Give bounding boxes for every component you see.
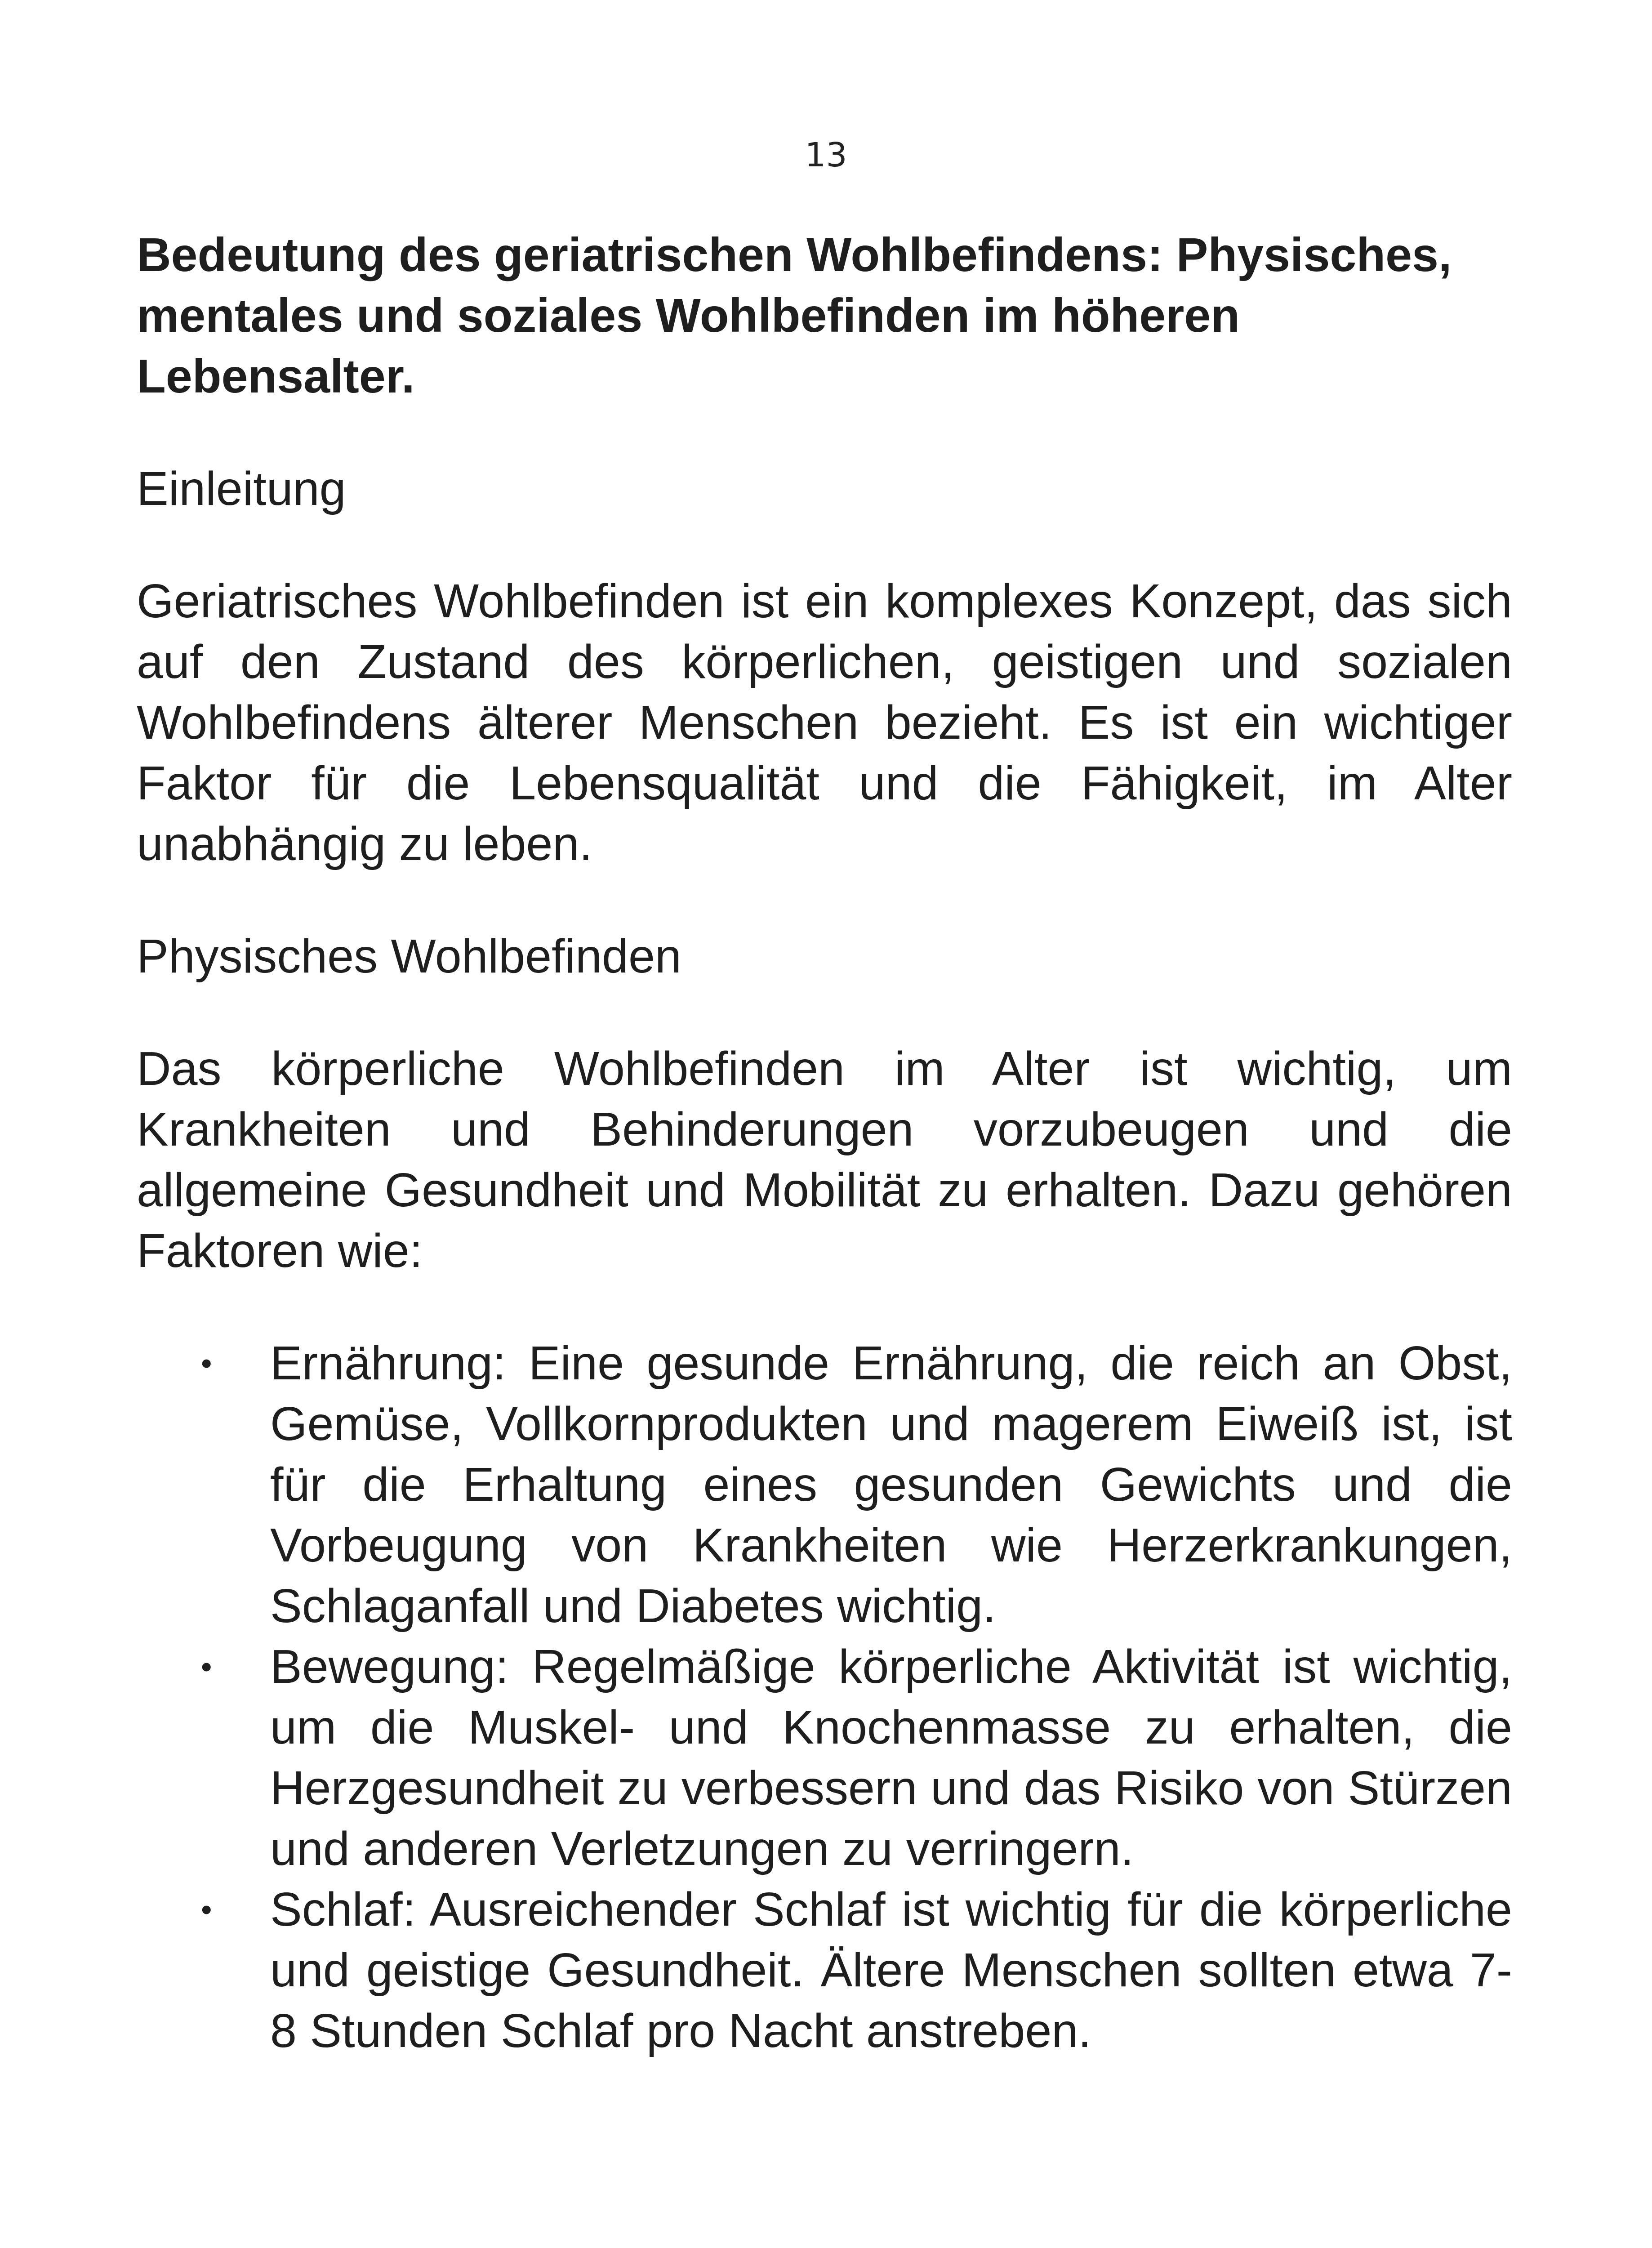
- page-number: 13: [805, 136, 847, 174]
- list-item-nutrition: [137, 1333, 1512, 1637]
- section-heading-physical: Physisches Wohlbefinden: [137, 930, 681, 983]
- spacer: [137, 987, 1512, 1039]
- list-item-sleep: [137, 1879, 1512, 2061]
- spacer: [137, 519, 1512, 571]
- spacer: [137, 1281, 1512, 1333]
- list-item-text: Ernährung: Eine gesunde Ernährung, die reich an Obst, Gemüse, Vollkornprodukten und magerem Eiweiß ist, ist für die Erhaltung eines gesunden Gewichts und die Vorbeugung von Krankheiten wie Herzerkrankungen, Schlaganfall und Diabetes wichtig.: [270, 1337, 1512, 1632]
- physical-paragraph: Das körperliche Wohlbefinden im Alter ist wichtig, um Krankheiten und Behinderungen vorzubeugen und die allgemeine Gesundheit und Mobilität zu erhalten. Dazu gehören Faktoren wie:: [137, 1042, 1512, 1277]
- section-heading-intro: Einleitung: [137, 462, 346, 515]
- bullet-icon: •: [201, 1649, 212, 1684]
- list-item-exercise: [137, 1637, 1512, 1879]
- spacer: [137, 874, 1512, 926]
- spacer: [137, 407, 1512, 459]
- chapter-title: Bedeutung des geriatrischen Wohlbefindens: Physisches, mentales und soziales Wohlbefinden im höheren Lebensalter.: [137, 228, 1452, 403]
- page-content: [137, 225, 1512, 2061]
- bullet-icon: •: [201, 1346, 212, 1381]
- bullet-icon: •: [201, 1892, 212, 1927]
- list-item-text: Schlaf: Ausreichender Schlaf ist wichtig für die körperliche und geistige Gesundheit. Ältere Menschen sollten etwa 7-8 Stunden Schlaf pro Nacht anstreben.: [270, 1883, 1512, 2057]
- intro-paragraph: Geriatrisches Wohlbefinden ist ein komplexes Konzept, das sich auf den Zustand des körperlichen, geistigen und sozialen Wohlbefindens älterer Menschen bezieht. Es ist ein wichtiger Faktor für die Lebensqualität und die Fähigkeit, im Alter unabhängig zu leben.: [137, 575, 1512, 870]
- factor-list: [137, 1333, 1512, 2061]
- list-item-text: Bewegung: Regelmäßige körperliche Aktivität ist wichtig, um die Muskel- und Knochenmasse zu erhalten, die Herzgesundheit zu verbessern und das Risiko von Stürzen und anderen Verletzungen zu verringern.: [270, 1640, 1512, 1875]
